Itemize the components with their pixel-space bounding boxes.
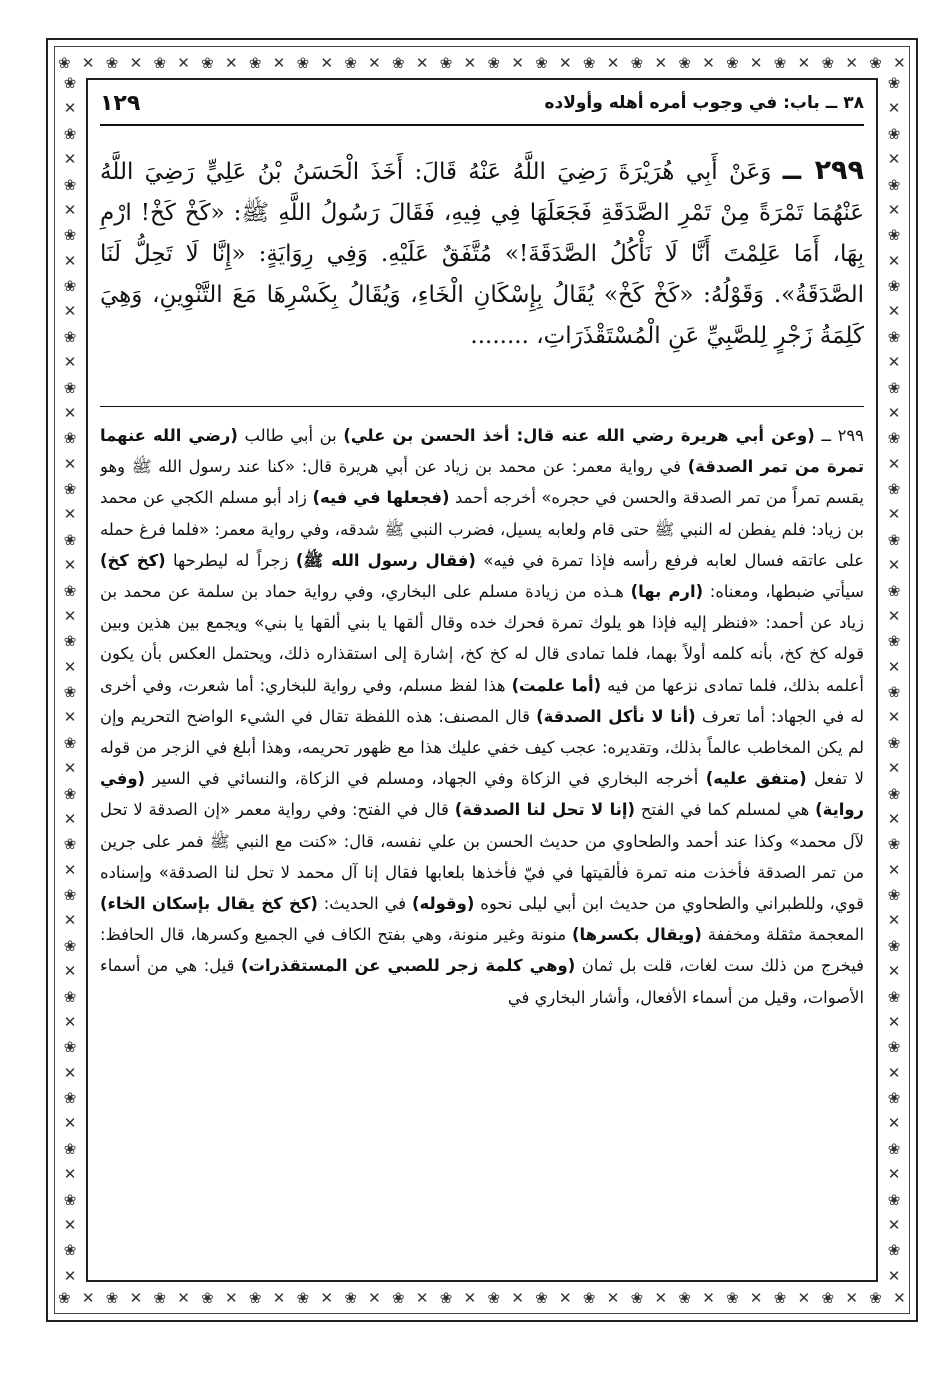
ornament-glyph: ✕ xyxy=(63,353,77,372)
ornament-glyph: ❀ xyxy=(821,1288,835,1307)
commentary-run: منونة وغير منونة، وهي بفتح الكاف في الجميع وكسرها، قال الحافظ: فيخرج من ذلك ست لغات، قلت بل ثمان xyxy=(100,925,864,976)
ornament-glyph: ✕ xyxy=(63,809,77,828)
ornament-glyph: ❀ xyxy=(678,53,691,72)
ornament-glyph: ✕ xyxy=(887,454,901,473)
ornament-glyph: ✕ xyxy=(887,99,901,118)
ornament-glyph: ❀ xyxy=(887,1089,901,1107)
ornament-glyph: ❀ xyxy=(63,581,77,600)
ornament-border-left xyxy=(58,76,82,1284)
ornament-glyph: ❀ xyxy=(63,480,77,498)
ornament-glyph: ❀ xyxy=(63,429,77,448)
ornament-glyph: ❀ xyxy=(487,53,501,72)
ornament-border-right xyxy=(882,76,906,1284)
ornament-glyph: ✕ xyxy=(63,1165,77,1184)
commentary-quote: (ويقال بكسرها) xyxy=(571,925,702,945)
commentary-quote: (ارم بها) xyxy=(630,582,704,602)
ornament-glyph: ❀ xyxy=(887,632,901,651)
ornament-glyph: ✕ xyxy=(887,1012,901,1031)
commentary-quote: (كخ كخ يقال بإسكان الخاء) xyxy=(100,894,318,914)
ornament-glyph: ✕ xyxy=(797,1288,811,1307)
commentary-run: زجراً له ليطرحها xyxy=(165,550,296,570)
ornament-glyph: ❀ xyxy=(887,936,901,955)
ornament-glyph: ✕ xyxy=(63,1215,77,1234)
ornament-glyph: ❀ xyxy=(105,1288,119,1307)
ornament-glyph: ❀ xyxy=(392,1288,405,1307)
ornament-glyph: ✕ xyxy=(272,1288,286,1307)
section-divider xyxy=(100,406,864,407)
ornament-glyph: ✕ xyxy=(887,505,901,524)
ornament-glyph: ✕ xyxy=(415,53,429,72)
ornament-glyph: ✕ xyxy=(63,99,77,118)
ornament-glyph: ✕ xyxy=(702,53,715,72)
ornament-glyph: ✕ xyxy=(702,1288,715,1307)
ornament-glyph: ❀ xyxy=(887,277,901,295)
commentary-run: قال المصنف: هذه اللفظة تقال في الشيء الواضح التحريم وإن لم يكن المخاطب عالماً بذلك، وتقديره: عجب كيف خفي عليك هذا مع ظهور تحريمه، وهذا أبلغ في الزجر من قوله لا تفعل xyxy=(100,706,864,789)
ornament-glyph: ✕ xyxy=(63,505,77,524)
ornament-glyph: ❀ xyxy=(296,53,310,72)
ornament-glyph: ✕ xyxy=(511,53,524,72)
commentary-run: ٢٩٩ ــ xyxy=(814,426,864,445)
ornament-glyph: ❀ xyxy=(63,886,77,904)
ornament-glyph: ❀ xyxy=(630,1288,644,1307)
commentary-run: هـذه من زيادة مسلم على البخاري، وفي رواية حماد بن سلمة عن محمد بن زياد عن أحمد: «فنظر إليه فإذا هو يلوك تمرة فحرك خده وقال ألقها يا بني ألقها يا بني» ويجمع بين هذين وبين قوله كخ كخ، بأنه كلمه أولاً بهما، فلما تمادى قال له كخ كخ، إشارة إلى استقذاره ذلك، ويحتمل العكس بأن يكون أعلمه بذلك، فلما تمادى نزعها من فيه xyxy=(100,582,864,695)
ornament-glyph: ✕ xyxy=(893,53,906,72)
ornament-glyph: ❀ xyxy=(582,1288,596,1307)
ornament-glyph: ✕ xyxy=(63,1114,77,1133)
ornament-glyph: ✕ xyxy=(654,1288,668,1307)
commentary-quote: (متفق عليه) xyxy=(705,769,807,789)
ornament-glyph: ✕ xyxy=(887,556,901,575)
ornament-glyph: ✕ xyxy=(368,53,381,72)
ornament-glyph: ❀ xyxy=(887,683,901,701)
ornament-glyph: ✕ xyxy=(63,1266,77,1285)
commentary-quote: (كخ كخ) xyxy=(100,550,166,570)
ornament-glyph: ✕ xyxy=(63,454,77,473)
ornament-glyph: ✕ xyxy=(463,53,477,72)
ornament-glyph: ❀ xyxy=(63,1190,77,1209)
ornament-glyph: ❀ xyxy=(887,886,901,904)
chapter-title: ٣٨ ــ باب: في وجوب أمره أهله وأولاده xyxy=(544,93,864,113)
ornament-glyph: ✕ xyxy=(893,1288,906,1307)
ornament-glyph: ❀ xyxy=(887,378,901,397)
ornament-glyph: ✕ xyxy=(606,53,620,72)
ornament-glyph: ❀ xyxy=(201,1288,214,1307)
ornament-glyph: ❀ xyxy=(887,226,901,245)
ornament-glyph: ❀ xyxy=(535,53,548,72)
commentary-quote: (أنا لا نأكل الصدقة) xyxy=(536,706,696,726)
commentary-run: زاد أبو مسلم الكجي عن محمد بن زياد: فلم يفطن له النبي ﷺ حتى قام ولعابه يسيل، فضرب النبي ﷺ شدقه، وفي رواية معمر: «فلما فرغ حمله على عاتقه فسال لعابه فرفع رأسه فإذا تمرة في فيه» xyxy=(100,488,864,570)
ornament-glyph: ✕ xyxy=(63,708,77,727)
commentary-run: في رواية معمر: عن محمد بن زياد عن أبي هريرة قال: «كنا عند رسول الله ﷺ وهو يقسم تمراً من تمر الصدقة والحسن في حجره» أخرجه أحمد xyxy=(100,457,864,508)
ornament-glyph: ✕ xyxy=(887,1114,901,1133)
ornament-glyph: ❀ xyxy=(63,175,77,194)
ornament-glyph: ✕ xyxy=(63,860,77,879)
ornament-glyph: ❀ xyxy=(63,277,77,295)
ornament-glyph: ✕ xyxy=(887,809,901,828)
ornament-glyph: ✕ xyxy=(845,53,858,72)
ornament-glyph: ✕ xyxy=(887,200,901,219)
commentary-quote: (فقال رسول الله ﷺ) xyxy=(295,550,476,570)
ornament-glyph: ❀ xyxy=(630,53,644,72)
ornament-glyph: ✕ xyxy=(654,53,668,72)
ornament-glyph: ❀ xyxy=(887,327,901,346)
ornament-glyph: ✕ xyxy=(63,302,77,321)
ornament-glyph: ✕ xyxy=(887,403,901,422)
ornament-glyph: ❀ xyxy=(773,1288,787,1307)
ornament-glyph: ✕ xyxy=(320,53,334,72)
commentary-quote: (أما علمت) xyxy=(511,675,602,695)
ornament-glyph: ❀ xyxy=(63,124,77,143)
ornament-glyph: ❀ xyxy=(439,1288,453,1307)
ornament-glyph: ❀ xyxy=(63,327,77,346)
ornament-glyph: ❀ xyxy=(887,987,901,1006)
ornament-glyph: ❀ xyxy=(487,1288,501,1307)
ornament-glyph: ❀ xyxy=(63,733,77,752)
ornament-glyph: ✕ xyxy=(887,353,901,372)
ornament-glyph: ❀ xyxy=(63,632,77,651)
commentary-run: سيأتي ضبطها، ومعناه: xyxy=(703,582,864,602)
commentary-quote: (وعن أبي هريرة رضي الله عنه قال: أخذ الحسن بن علي) xyxy=(343,426,815,445)
ornament-glyph: ❀ xyxy=(58,1288,71,1307)
ornament-glyph: ❀ xyxy=(63,1038,77,1057)
ornament-glyph: ✕ xyxy=(177,53,190,72)
commentary-quote: (إنا لا تحل لنا الصدقة) xyxy=(454,800,636,820)
ornament-glyph: ✕ xyxy=(463,1288,477,1307)
continuation-dots: ........ xyxy=(470,323,529,349)
commentary-run: قيل: هي من أسماء الأصوات، وقيل من أسماء الأفعال، وأشار البخاري في xyxy=(100,956,864,1007)
ornament-glyph: ✕ xyxy=(225,1288,238,1307)
ornament-glyph: ✕ xyxy=(511,1288,524,1307)
ornament-glyph: ❀ xyxy=(887,480,901,498)
ornament-glyph: ✕ xyxy=(749,53,763,72)
ornament-glyph: ❀ xyxy=(887,1139,901,1158)
ornament-glyph: ❀ xyxy=(58,53,71,72)
header-rule xyxy=(100,124,864,126)
ornament-glyph: ❀ xyxy=(869,1288,882,1307)
hadith-text xyxy=(100,150,864,357)
commentary-quote: (وقوله) xyxy=(412,894,475,914)
commentary-quote: (فجعلها في فيه) xyxy=(312,488,450,508)
ornament-glyph: ❀ xyxy=(63,784,77,803)
ornament-glyph: ❀ xyxy=(63,226,77,245)
hadith-body: وَعَنْ أَبِي هُرَيْرَةَ رَضِيَ اللَّهُ عَنْهُ قَالَ: أَخَذَ الْحَسَنُ بْنُ عَلِيٍّ رَضِيَ اللَّهُ عَنْهُمَا تَمْرَةً مِنْ تَمْرِ الصَّدَقَةِ فَجَعَلَهَا فِي فِيهِ، فَقَالَ رَسُولُ اللَّهِ ﷺ: «كَخْ كَخْ! ارْمِ بِهَا، أَمَا عَلِمْتَ أَنَّا لَا نَأْكُلُ الصَّدَقَةَ!» مُتَّفَقٌ عَلَيْهِ. وَفِي رِوَايَةٍ: «إِنَّا لَا تَحِلُّ لَنَا الصَّدَقَةُ». وَقَوْلُهُ: «كَخْ كَخْ» يُقَالُ بِإِسْكَانِ الْخَاءِ، وَيُقَالُ بِكَسْرِهَا مَعَ التَّنْوِينِ، وَهِيَ كَلِمَةُ زَجْرٍ لِلصَّبِيِّ عَنِ الْمُسْتَقْذَرَاتِ، xyxy=(100,159,864,349)
ornament-glyph: ✕ xyxy=(177,1288,190,1307)
commentary-quote: (رضي الله عنهما تمرة من تمر الصدقة) xyxy=(100,426,864,477)
ornament-glyph: ❀ xyxy=(63,1089,77,1107)
commentary-run: قال في الفتح: وفي رواية معمر «إن الصدقة لا تحل لآل محمد» وكذا عند أحمد والطحاوي من حديث الحسن بن علي نفسه، قال: «كنت مع النبي ﷺ فمر على جرين من تمر الصدقة فأخذت منه تمرة فألقيتها في فيّ فأخذها بلعابها فقال إنا آل محمد لا تحل لنا الصدقة» وإسناده قوي، وللطبراني والطحاوي من حديث ابن أبي ليلى نحوه xyxy=(100,800,864,914)
ornament-glyph: ❀ xyxy=(887,733,901,752)
ornament-glyph: ❀ xyxy=(63,835,77,854)
ornament-glyph: ✕ xyxy=(559,53,572,72)
ornament-border-top xyxy=(58,52,906,74)
ornament-glyph: ❀ xyxy=(248,53,262,72)
ornament-glyph: ✕ xyxy=(887,911,901,930)
ornament-glyph: ❀ xyxy=(344,1288,357,1307)
ornament-glyph: ✕ xyxy=(559,1288,572,1307)
ornament-glyph: ❀ xyxy=(201,53,214,72)
ornament-glyph: ✕ xyxy=(225,53,238,72)
ornament-glyph: ❀ xyxy=(887,1038,901,1057)
ornament-glyph: ❀ xyxy=(678,1288,691,1307)
commentary-run: في الحديث: xyxy=(317,894,413,914)
ornament-glyph: ✕ xyxy=(797,53,811,72)
ornament-glyph: ❀ xyxy=(773,53,787,72)
ornament-glyph: ✕ xyxy=(129,1288,143,1307)
ornament-glyph: ✕ xyxy=(887,150,901,169)
ornament-glyph: ✕ xyxy=(63,962,77,981)
ornament-glyph: ✕ xyxy=(887,962,901,981)
ornament-glyph: ✕ xyxy=(272,53,286,72)
ornament-glyph: ✕ xyxy=(63,759,77,778)
ornament-glyph: ❀ xyxy=(726,1288,739,1307)
ornament-glyph: ❀ xyxy=(887,835,901,854)
ornament-glyph: ✕ xyxy=(63,657,77,676)
commentary-text xyxy=(100,420,864,1282)
ornament-glyph: ✕ xyxy=(887,606,901,625)
commentary-run: هذا لفظ مسلم، وفي رواية للبخاري: أما شعرت، وفي أخرى له في الجهاد: أما تعرف xyxy=(100,675,864,726)
commentary-quote: (وفي رواية) xyxy=(100,769,864,820)
ornament-glyph: ✕ xyxy=(415,1288,429,1307)
ornament-glyph: ❀ xyxy=(63,1241,77,1260)
ornament-glyph: ❀ xyxy=(887,124,901,143)
ornament-glyph: ✕ xyxy=(63,200,77,219)
ornament-glyph: ✕ xyxy=(63,150,77,169)
ornament-glyph: ❀ xyxy=(105,53,119,72)
ornament-glyph: ❀ xyxy=(535,1288,548,1307)
ornament-glyph: ❀ xyxy=(153,1288,167,1307)
ornament-glyph: ❀ xyxy=(439,53,453,72)
ornament-glyph: ❀ xyxy=(63,936,77,955)
ornament-glyph: ❀ xyxy=(869,53,882,72)
ornament-glyph: ❀ xyxy=(63,378,77,397)
ornament-glyph: ✕ xyxy=(320,1288,334,1307)
ornament-glyph: ❀ xyxy=(63,683,77,701)
ornament-glyph: ❀ xyxy=(887,530,901,549)
ornament-glyph: ✕ xyxy=(887,860,901,879)
page-number: ١٢٩ xyxy=(100,90,141,116)
ornament-glyph: ❀ xyxy=(887,1190,901,1209)
ornament-glyph: ✕ xyxy=(845,1288,858,1307)
hadith-number: ٢٩٩ ــ xyxy=(782,155,865,186)
commentary-run: بن أبي طالب xyxy=(237,426,344,445)
ornament-glyph: ✕ xyxy=(63,251,77,270)
ornament-glyph: ✕ xyxy=(887,1215,901,1234)
ornament-glyph: ✕ xyxy=(63,606,77,625)
ornament-glyph: ❀ xyxy=(296,1288,310,1307)
ornament-glyph: ❀ xyxy=(63,74,77,92)
ornament-glyph: ❀ xyxy=(887,581,901,600)
ornament-glyph: ❀ xyxy=(726,53,739,72)
ornament-glyph: ✕ xyxy=(63,911,77,930)
ornament-glyph: ✕ xyxy=(81,53,95,72)
ornament-glyph: ✕ xyxy=(887,1063,901,1082)
ornament-glyph: ❀ xyxy=(582,53,596,72)
ornament-border-bottom xyxy=(58,1287,906,1309)
ornament-glyph: ✕ xyxy=(887,302,901,321)
ornament-glyph: ✕ xyxy=(887,251,901,270)
running-header xyxy=(100,86,864,120)
ornament-glyph: ✕ xyxy=(887,1165,901,1184)
ornament-glyph: ✕ xyxy=(749,1288,763,1307)
ornament-glyph: ✕ xyxy=(81,1288,95,1307)
ornament-glyph: ❀ xyxy=(63,530,77,549)
commentary-run: هي لمسلم كما في الفتح xyxy=(635,800,816,820)
ornament-glyph: ❀ xyxy=(887,175,901,194)
ornament-glyph: ✕ xyxy=(606,1288,620,1307)
ornament-glyph: ✕ xyxy=(129,53,143,72)
ornament-glyph: ✕ xyxy=(63,1012,77,1031)
ornament-glyph: ❀ xyxy=(63,1139,77,1158)
ornament-glyph: ❀ xyxy=(821,53,835,72)
ornament-glyph: ❀ xyxy=(344,53,357,72)
ornament-glyph: ❀ xyxy=(887,74,901,92)
ornament-glyph: ❀ xyxy=(153,53,167,72)
ornament-glyph: ❀ xyxy=(887,784,901,803)
ornament-glyph: ✕ xyxy=(887,759,901,778)
ornament-glyph: ❀ xyxy=(392,53,405,72)
ornament-glyph: ❀ xyxy=(887,1241,901,1260)
ornament-glyph: ❀ xyxy=(63,987,77,1006)
commentary-quote: (وهي كلمة زجر للصبي عن المستقذرات) xyxy=(241,956,576,976)
ornament-glyph: ✕ xyxy=(887,1266,901,1285)
ornament-glyph: ❀ xyxy=(248,1288,262,1307)
commentary-run: المعجمة مثقلة ومخففة xyxy=(701,925,864,945)
ornament-glyph: ✕ xyxy=(368,1288,381,1307)
commentary-run: أخرجه البخاري في الزكاة وفي الجهاد، ومسلم في الزكاة، والنسائي في السير xyxy=(145,769,706,789)
ornament-glyph: ❀ xyxy=(887,429,901,448)
ornament-glyph: ✕ xyxy=(887,708,901,727)
ornament-glyph: ✕ xyxy=(887,657,901,676)
ornament-glyph: ✕ xyxy=(63,403,77,422)
ornament-glyph: ✕ xyxy=(63,1063,77,1082)
ornament-glyph: ✕ xyxy=(63,556,77,575)
